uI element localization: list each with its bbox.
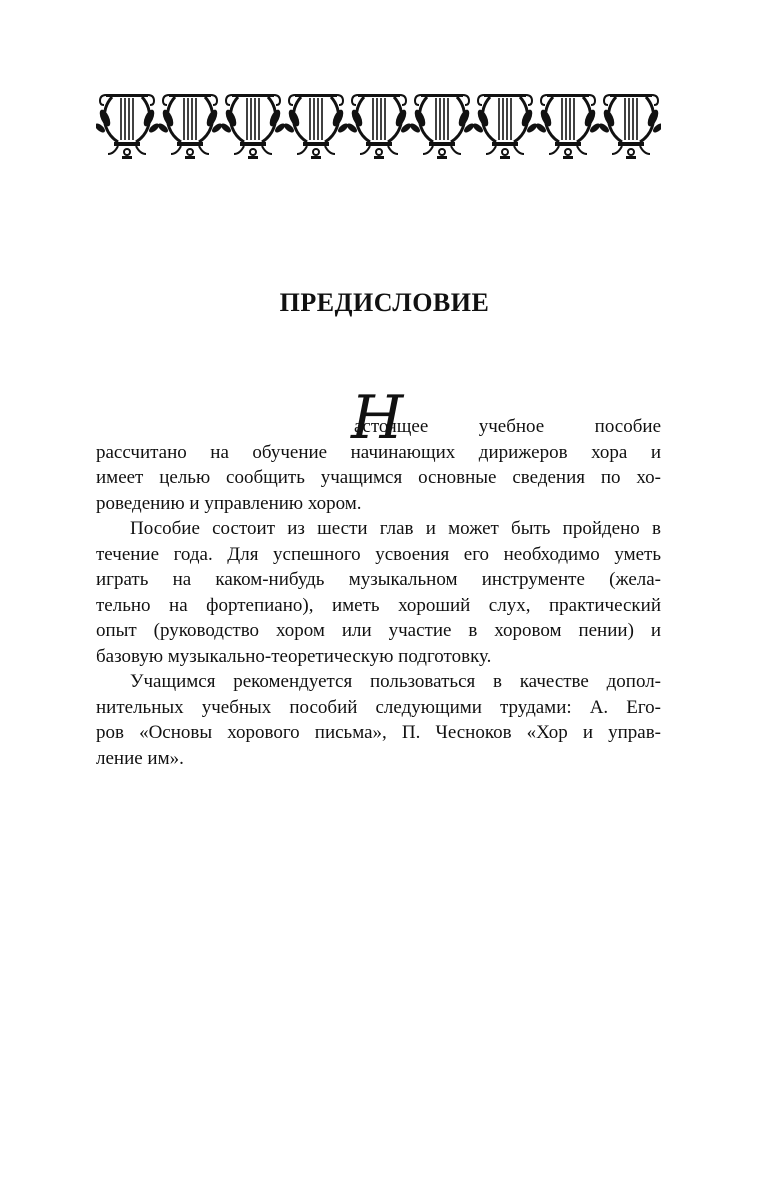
text-line: Учащимся рекомендуется пользоваться в качестве допол- (130, 671, 661, 692)
drop-cap: Н (351, 383, 404, 453)
text-line: ление им». (96, 747, 184, 769)
text-line: роведению и управлению хором. (96, 492, 362, 514)
text-line: играть на каком-нибудь музыкальном инструменте (жела- (96, 569, 661, 590)
lyre-ornament-band (96, 90, 661, 162)
text-line: Пособие состоит из шести глав и может быть пройдено в (130, 518, 661, 539)
text-line: имеет целью сообщить учащимся основные сведения по хо- (96, 467, 661, 488)
page-title: ПРЕДИСЛОВИЕ (279, 288, 490, 317)
text-line: астоящее учебное пособие (354, 416, 661, 437)
text-line: рассчитано на обучение начинающих дирижеров хора и (96, 441, 661, 463)
text-line: опыт (руководство хором или участие в хоровом пении) и (96, 620, 661, 641)
text-line: течение года. Для успешного усвоения его необходимо уметь (96, 543, 661, 565)
preface-text (96, 383, 661, 771)
text-line: базовую музыкально-теоретическую подготовку. (96, 645, 492, 667)
text-line: нительных учебных пособий следующими трудами: А. Его- (96, 696, 661, 718)
text-line: ров «Основы хорового письма», П. Чесноков «Хор и управ- (96, 722, 661, 743)
text-line: тельно на фортепиано), иметь хороший слух, практический (96, 594, 661, 616)
